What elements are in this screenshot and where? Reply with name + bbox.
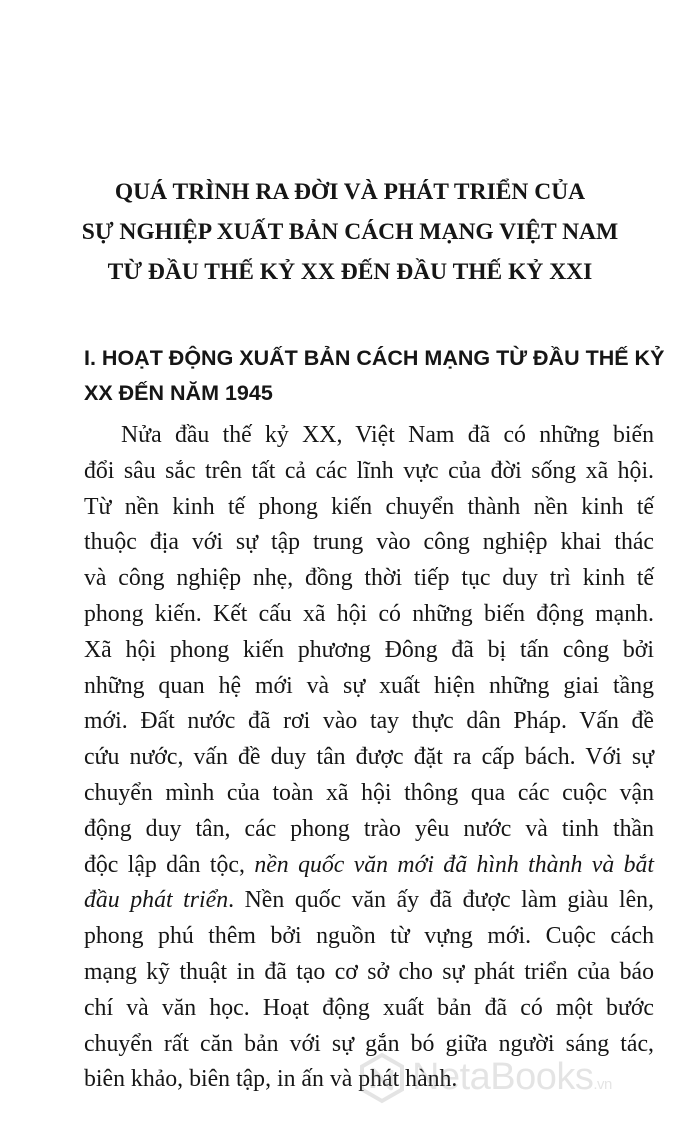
section-heading [84,341,665,411]
body-paragraph [84,418,654,1098]
paragraph-line: mạng kỹ thuật in đã tạo cơ sở cho sự phát triển của báo [84,958,654,985]
paragraph-line: đổi sâu sắc trên tất cả các lĩnh vực của đời sống xã hội. [84,457,654,484]
paragraph-line: Xã hội phong kiến phương Đông đã bị tấn công bởi [84,636,654,663]
paragraph-line: chí và văn học. Hoạt động xuất bản đã có một bước [84,994,654,1021]
paragraph-line: mới. Đất nước đã rơi vào tay thực dân Pháp. Vấn đề [84,708,654,735]
italic-emphasis: nền quốc văn mới đã hình thành và bắt [254,851,654,878]
paragraph-line: phong kiến. Kết cấu xã hội có những biến động mạnh. [84,600,654,627]
paragraph-line: thuộc địa với sự tập trung vào công nghiệp khai thác [84,529,654,556]
chapter-title-line-1: QUÁ TRÌNH RA ĐỜI VÀ PHÁT TRIỂN CỦA [114,179,586,205]
paragraph-line: Nửa đầu thế kỷ XX, Việt Nam đã có những biến [121,422,654,448]
paragraph-line: phong phú thêm bởi nguồn từ vựng mới. Cuộc cách [84,923,654,950]
section-heading-line-1: I. HOẠT ĐỘNG XUẤT BẢN CÁCH MẠNG TỪ ĐẦU THẾ KỶ [84,346,665,370]
paragraph-line: động duy tân, các phong trào yêu nước và tinh thần [84,815,654,842]
paragraph-line: biên khảo, biên tập, in ấn và phát hành. [84,1066,458,1093]
chapter-title [60,172,640,292]
paragraph-line: những quan hệ mới và sự xuất hiện những giai tầng [84,672,654,699]
paragraph-text: độc lập dân tộc, [84,851,255,878]
paragraph-line: cứu nước, vấn đề duy tân được đặt ra cấp bách. Với sự [84,744,654,771]
netabooks-logo-icon [356,1052,408,1104]
paragraph-line [84,883,654,919]
watermark-brand: NetaBooks [412,1056,594,1098]
watermark-text [412,1056,612,1099]
chapter-title-line-2: SỰ NGHIỆP XUẤT BẢN CÁCH MẠNG VIỆT NAM [81,219,619,245]
netabooks-watermark [356,1050,686,1106]
chapter-title-line-3: TỪ ĐẦU THẾ KỶ XX ĐẾN ĐẦU THẾ KỶ XXI [107,259,593,285]
paragraph-line: Từ nền kinh tế phong kiến chuyển thành nền kinh tế [84,493,654,520]
paragraph-line: chuyển mình của toàn xã hội thông qua các cuộc vận [84,779,654,806]
paragraph-line: và công nghiệp nhẹ, đồng thời tiếp tục duy trì kinh tế [84,565,654,592]
paragraph-text: . Nền quốc văn ấy đã được làm giàu lên, [228,887,654,914]
paragraph-line: chuyển rất căn bản với sự gắn bó giữa người sáng tác, [84,1030,654,1057]
watermark-suffix: .vn [593,1076,612,1093]
paragraph-line [84,848,654,884]
italic-emphasis: đầu phát triển [84,887,229,914]
section-heading-line-2: XX ĐẾN NĂM 1945 [84,381,273,405]
